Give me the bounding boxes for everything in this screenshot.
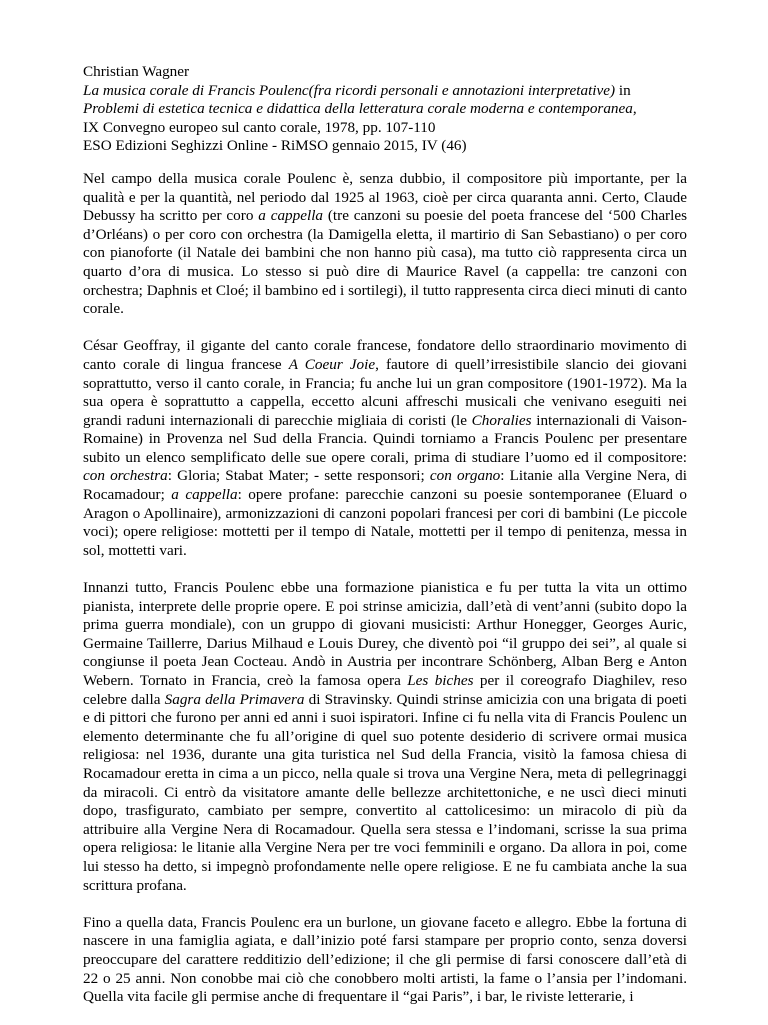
p3-italic-2: Sagra della Primavera xyxy=(164,690,305,708)
p1-text-2: (tre canzoni su poesie del poeta francese del ‘500 Charles d’Orléans) o per coro con orchestra (la Damigella eletta, il martirio di San Sebastiano) o per coro con pianoforte (il Natale dei bambini che non hanno più casa), ma tutto ciò rappresenta circa un quarto d’ora di musica. Lo stesso si può dire di Maurice Ravel (a cappella: tre canzoni con orchestra; Daphnis et Cloé; il bambino ed i sortilegi), il tutto rappresenta circa dieci minuti di canto corale. xyxy=(83,207,687,318)
paragraph-3 xyxy=(83,579,687,895)
citation-header xyxy=(83,63,687,156)
book-line xyxy=(83,100,687,119)
p2-text-1: César Geoffray, il gigante del canto corale francese, fondatore dello straordinario movimento di canto corale di lingua francese xyxy=(83,337,687,373)
publisher-line: ESO Edizioni Seghizzi Online - RiMSO gennaio 2015, IV (46) xyxy=(83,137,467,155)
p3-text-3: di Stravinsky. Quindi strinse amicizia con una brigata di poeti e di pittori che furono per anni ed anni i suoi ispiratori. Infine ci fu nella vita di Francis Poulenc un elemento determinante che fu all’origine di quel suo potente desiderio di scrivere ormai musica religiosa: nel 1936, durante una gita turistica nel Sud della Francia, visitò la famosa chiesa di Rocamadour eretta in cima a un picco, nella quale si trova una Vergine Nera, meta di pellegrinaggi da miracoli. Ci entrò da visitatore amante delle bellezze architettoniche, e ne uscì dieci minuti dopo, trasfigurato, cambiato per sempre, convertito al cattolicesimo: un miracolo di più da attribuire alla Vergine Nera di Rocamadour. Quella sera stessa e l’indomani, scrisse la sua prima opera religiosa: le litanie alla Vergine Nera per tre voci femminili e organo. Da allora in poi, come lui stesso ha detto, si impegnò profondamente nelle opere religiose. E ne fu cambiata anche la sua scrittura profana. xyxy=(83,690,687,894)
author-line: Christian Wagner xyxy=(83,63,190,80)
book-comma: , xyxy=(632,100,637,118)
paragraph-2 xyxy=(83,337,687,560)
p2-italic-5: a cappella xyxy=(171,486,238,504)
p2-italic-2: Choralies xyxy=(471,411,532,429)
p2-italic-3: con orchestra xyxy=(83,467,168,485)
book-title: Problemi di estetica tecnica e didattica della letteratura corale moderna e contemporanea xyxy=(83,100,633,118)
p2-italic-4: con organo xyxy=(429,467,501,485)
paragraph-4 xyxy=(83,914,687,1007)
title-in: in xyxy=(615,81,631,99)
p2-text-4: : Gloria; Stabat Mater; - sette responsori; xyxy=(167,467,430,485)
p2-text-6: : opere profane: parecchie canzoni su poesie sontemporanee (Eluard o Aragon o Apollinaire), armonizzazioni di canzoni popolari francesi per cori di bambini (Le piccole voci); opere religiose: mottetti per il tempo di Natale, mottetti per il tempo di penitenza, messa in sol, mottetti vari. xyxy=(83,486,687,559)
p1-italic-1: a cappella xyxy=(258,207,324,225)
p1-text-1: Nel campo della musica corale Poulenc è, senza dubbio, il compositore più importante, per la qualità e per la quantità, nel periodo dal 1925 al 1963, cioè per circa quaranta anni. Certo, Claude Debussy ha scritto per coro xyxy=(83,169,687,225)
p2-text-2: , fautore di quell’irresistibile slancio dei giovani soprattutto, verso il canto corale, in Francia; fu anche lui un gran compositore (1901-1972). Ma la sua opera è soprattutto a cappella, eccetto alcuni affreschi musicali che venivano eseguiti nei grandi raduni internazionali di parecchie migliaia di coristi (le xyxy=(83,355,687,429)
p3-text-2: per il coreografo Diaghilev, reso celebre dalla xyxy=(83,672,687,708)
p3-text-1: Innanzi tutto, Francis Poulenc ebbe una formazione pianistica e fu per tutta la vita un ottimo pianista, interprete delle proprie opere. E poi strinse amicizia, dall’età di vent’anni (subito dopo la prima guerra mondiale), con un gruppo di giovani musicisti: Arthur Honegger, Georges Auric, Germaine Taillerre, Darius Milhaud e Louis Durey, che diventò poi “il gruppo dei sei”, al quale si congiunse il poeta Jean Cocteau. Andò in Austria per incontrare Schönberg, Alban Berg e Anton Webern. Tornato in Francia, creò la famosa opera xyxy=(83,579,687,689)
article-title: La musica corale di Francis Poulenc(fra ricordi personali e annotazioni interpretative) xyxy=(83,81,616,99)
p2-text-5: : Litanie alla Vergine Nera, di Rocamadour; xyxy=(83,467,687,504)
p2-italic-1: A Coeur Joie xyxy=(288,355,376,373)
document-page xyxy=(83,63,687,1025)
p2-text-3: internazionali di Vaison-Romaine) in Provenza nel Sud della Francia. Quindi torniamo a Francis Poulenc per presentare subito un elenco semplificato delle sue opere corali, prima di studiare l’uomo ed il compositore: xyxy=(83,411,687,466)
paragraph-1 xyxy=(83,170,687,319)
p3-italic-1: Les biches xyxy=(407,672,474,689)
p4-text-1: Fino a quella data, Francis Poulenc era un burlone, un giovane faceto e allegro. Ebbe la fortuna di nascere in una famiglia agiata, e dall’inizio poté farsi stampare per proprio conto, senza doversi preoccupare del carattere redditizio dell’edizione; il che gli permise di farsi conoscere dall’età di 22 o 25 anni. Non conobbe mai ciò che conobbero molti artisti, la fame o l’ansia per l’indomani. Quella vita facile gli permise anche di frequentare il “gai Paris”, i bar, le riviste letterarie, i xyxy=(83,913,687,1006)
conference-line: IX Convegno europeo sul canto corale, 1978, pp. 107-110 xyxy=(83,118,436,136)
title-line xyxy=(83,82,687,101)
